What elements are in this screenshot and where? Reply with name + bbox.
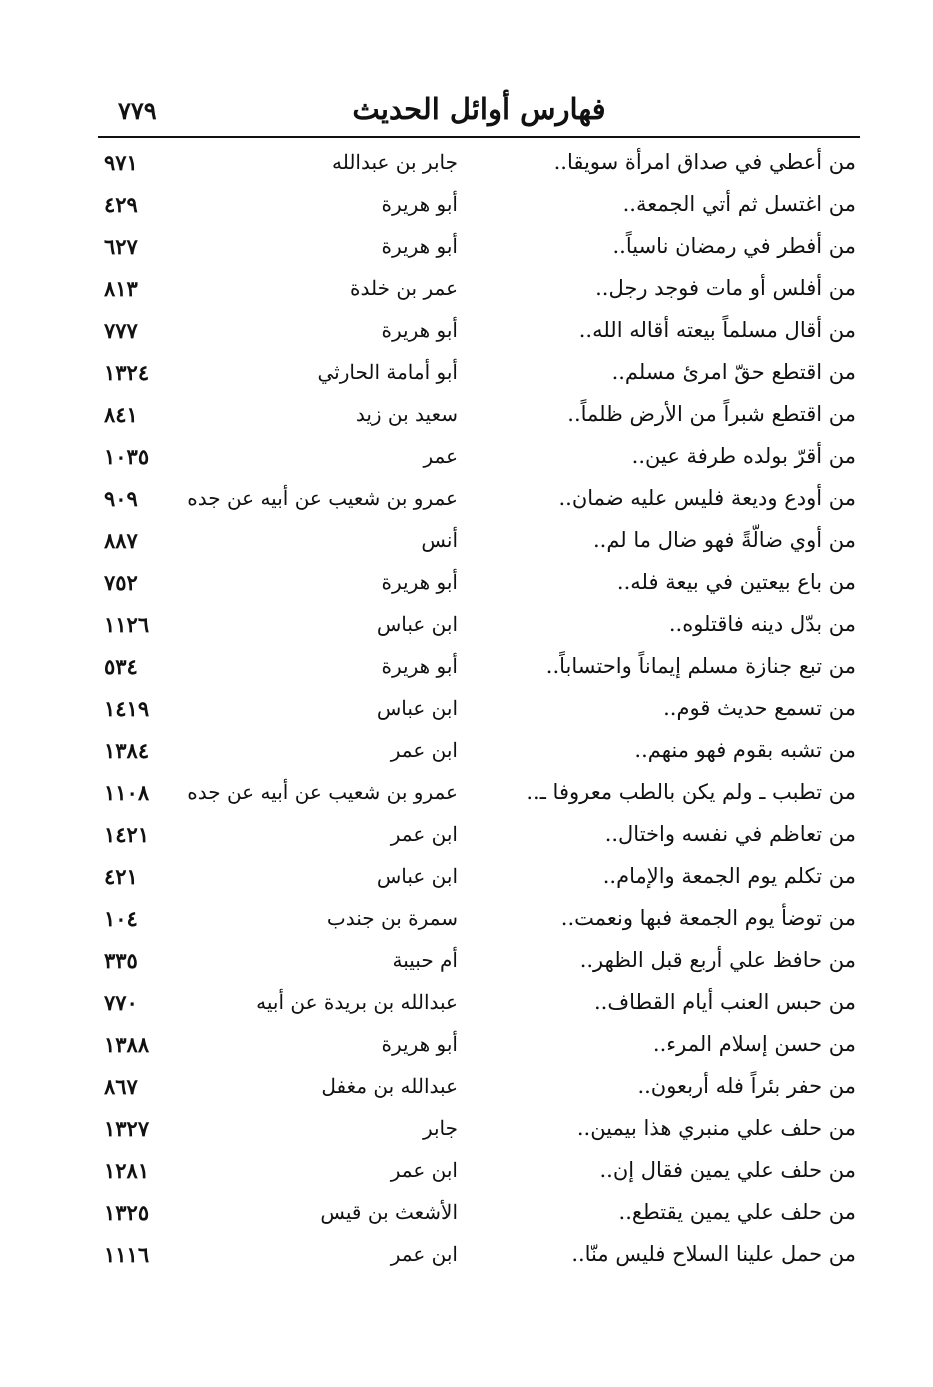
page-reference: ١١١٦ (104, 1242, 150, 1267)
page-reference: ١٣٢٥ (104, 1200, 150, 1225)
narrator-name: عمر بن خلدة (350, 276, 458, 300)
hadith-opening: من تشبه بقوم فهو منهم.. (634, 738, 856, 762)
hadith-opening: من توضأ يوم الجمعة فبها ونعمت.. (560, 906, 856, 930)
hadith-opening: من اقتطع حقّ امرئ مسلم.. (611, 360, 856, 384)
index-row (98, 352, 860, 394)
header-divider (98, 136, 860, 138)
index-row (98, 436, 860, 478)
hadith-opening: من أعطي في صداق امرأة سويقا.. (553, 150, 856, 174)
hadith-opening: من باع بيعتين في بيعة فله.. (616, 570, 856, 594)
page-reference: ٩٠٩ (104, 486, 138, 511)
index-row (98, 856, 860, 898)
index-row (98, 562, 860, 604)
page-reference: ١١٢٦ (104, 612, 150, 637)
hadith-opening: من تكلم يوم الجمعة والإمام.. (602, 864, 856, 888)
index-row (98, 982, 860, 1024)
hadith-index-list (98, 142, 860, 1276)
page-reference: ٧٧٧ (104, 318, 138, 343)
page-reference: ٤٢١ (104, 864, 138, 889)
narrator-name: ابن عمر (390, 1242, 458, 1266)
narrator-name: ابن عباس (376, 696, 458, 720)
hadith-opening: من حلف علي منبري هذا بيمين.. (576, 1116, 856, 1140)
narrator-name: أبو هريرة (381, 234, 458, 258)
index-row (98, 814, 860, 856)
hadith-opening: من حافظ علي أربع قبل الظهر.. (579, 948, 856, 972)
page-reference: ٣٣٥ (104, 948, 138, 973)
narrator-name: ابن عمر (390, 822, 458, 846)
index-row (98, 268, 860, 310)
hadith-opening: من حمل علينا السلاح فليس منّا.. (571, 1242, 856, 1266)
page-reference: ١٠٤ (104, 906, 138, 931)
page-reference: ١٢٨١ (104, 1158, 150, 1183)
page-reference: ٩٧١ (104, 150, 138, 175)
hadith-opening: من حلف علي يمين فقال إن.. (599, 1158, 856, 1182)
hadith-opening: من أفطر في رمضان ناسياً.. (612, 234, 856, 258)
index-row (98, 772, 860, 814)
page-reference: ٨٦٧ (104, 1074, 138, 1099)
hadith-opening: من أقال مسلماً بيعته أقاله الله.. (578, 318, 856, 342)
narrator-name: أبو أمامة الحارثي (317, 360, 458, 384)
page-reference: ١٣٢٧ (104, 1116, 150, 1141)
narrator-name: جابر (422, 1116, 458, 1140)
hadith-opening: من تسمع حديث قوم.. (663, 696, 856, 720)
narrator-name: ابن عباس (376, 612, 458, 636)
index-row (98, 1192, 860, 1234)
index-row (98, 1066, 860, 1108)
narrator-name: أبو هريرة (381, 654, 458, 678)
page-reference: ١١٠٨ (104, 780, 150, 805)
page-title: فهارس أوائل الحديث (352, 92, 606, 126)
narrator-name: عمر (423, 444, 458, 468)
index-row (98, 520, 860, 562)
page-reference: ٤٢٩ (104, 192, 138, 217)
page-reference: ٧٥٢ (104, 570, 138, 595)
page-reference: ١٣٨٨ (104, 1032, 150, 1057)
hadith-opening: من أودع وديعة فليس عليه ضمان.. (558, 486, 856, 510)
index-row (98, 184, 860, 226)
hadith-opening: من تطبب ـ ولم يكن بالطب معروفا ـ.. (526, 780, 856, 804)
narrator-name: أبو هريرة (381, 192, 458, 216)
page-reference: ٧٧٠ (104, 990, 138, 1015)
narrator-name: ابن عمر (390, 1158, 458, 1182)
hadith-opening: من أقرّ بولده طرفة عين.. (631, 444, 856, 468)
narrator-name: سعيد بن زيد (355, 402, 458, 426)
index-row (98, 310, 860, 352)
page-reference: ١٤٢١ (104, 822, 150, 847)
hadith-opening: من اقتطع شبراً من الأرض ظلماً.. (567, 402, 856, 426)
page-reference: ٦٢٧ (104, 234, 138, 259)
hadith-opening: من أوي ضالّةً فهو ضال ما لم.. (592, 528, 856, 552)
hadith-opening: من تعاظم في نفسه واختال.. (604, 822, 856, 846)
index-row (98, 604, 860, 646)
page-reference: ١٣٢٤ (104, 360, 150, 385)
page-reference: ١٣٨٤ (104, 738, 150, 763)
index-row (98, 1108, 860, 1150)
narrator-name: عبدالله بن بريدة عن أبيه (256, 990, 458, 1014)
narrator-name: جابر بن عبدالله (331, 150, 458, 174)
hadith-opening: من تبع جنازة مسلم إيماناً واحتساباً.. (545, 654, 856, 678)
index-row (98, 646, 860, 688)
page-reference: ٨١٣ (104, 276, 138, 301)
hadith-opening: من أفلس أو مات فوجد رجل.. (595, 276, 856, 300)
hadith-opening: من اغتسل ثم أتي الجمعة.. (622, 192, 856, 216)
page-reference: ٨٤١ (104, 402, 138, 427)
narrator-name: أنس (421, 528, 458, 552)
index-row (98, 478, 860, 520)
narrator-name: ابن عمر (390, 738, 458, 762)
page-reference: ٥٣٤ (104, 654, 138, 679)
index-row (98, 394, 860, 436)
index-row (98, 688, 860, 730)
narrator-name: أبو هريرة (381, 318, 458, 342)
index-row (98, 898, 860, 940)
hadith-opening: من بدّل دينه فاقتلوه.. (668, 612, 856, 636)
hadith-opening: من حلف علي يمين يقتطع.. (618, 1200, 856, 1224)
narrator-name: أم حبيبة (392, 948, 458, 972)
narrator-name: ابن عباس (376, 864, 458, 888)
index-row (98, 1150, 860, 1192)
hadith-opening: من حسن إسلام المرء.. (652, 1032, 856, 1056)
page-reference: ٨٨٧ (104, 528, 138, 553)
narrator-name: أبو هريرة (381, 570, 458, 594)
page-reference: ١٠٣٥ (104, 444, 150, 469)
narrator-name: عبدالله بن مغفل (321, 1074, 458, 1098)
narrator-name: الأشعث بن قيس (320, 1200, 458, 1224)
page-header (98, 86, 860, 136)
hadith-opening: من حفر بئراً فله أربعون.. (637, 1074, 856, 1098)
narrator-name: عمرو بن شعيب عن أبيه عن جده (187, 486, 458, 510)
index-row (98, 730, 860, 772)
index-row (98, 1024, 860, 1066)
index-row (98, 1234, 860, 1276)
narrator-name: أبو هريرة (381, 1032, 458, 1056)
page-number: ٧٧٩ (118, 96, 157, 125)
index-row (98, 142, 860, 184)
page-reference: ١٤١٩ (104, 696, 150, 721)
narrator-name: عمرو بن شعيب عن أبيه عن جده (187, 780, 458, 804)
narrator-name: سمرة بن جندب (326, 906, 458, 930)
hadith-opening: من حبس العنب أيام القطاف.. (593, 990, 856, 1014)
index-row (98, 940, 860, 982)
index-row (98, 226, 860, 268)
